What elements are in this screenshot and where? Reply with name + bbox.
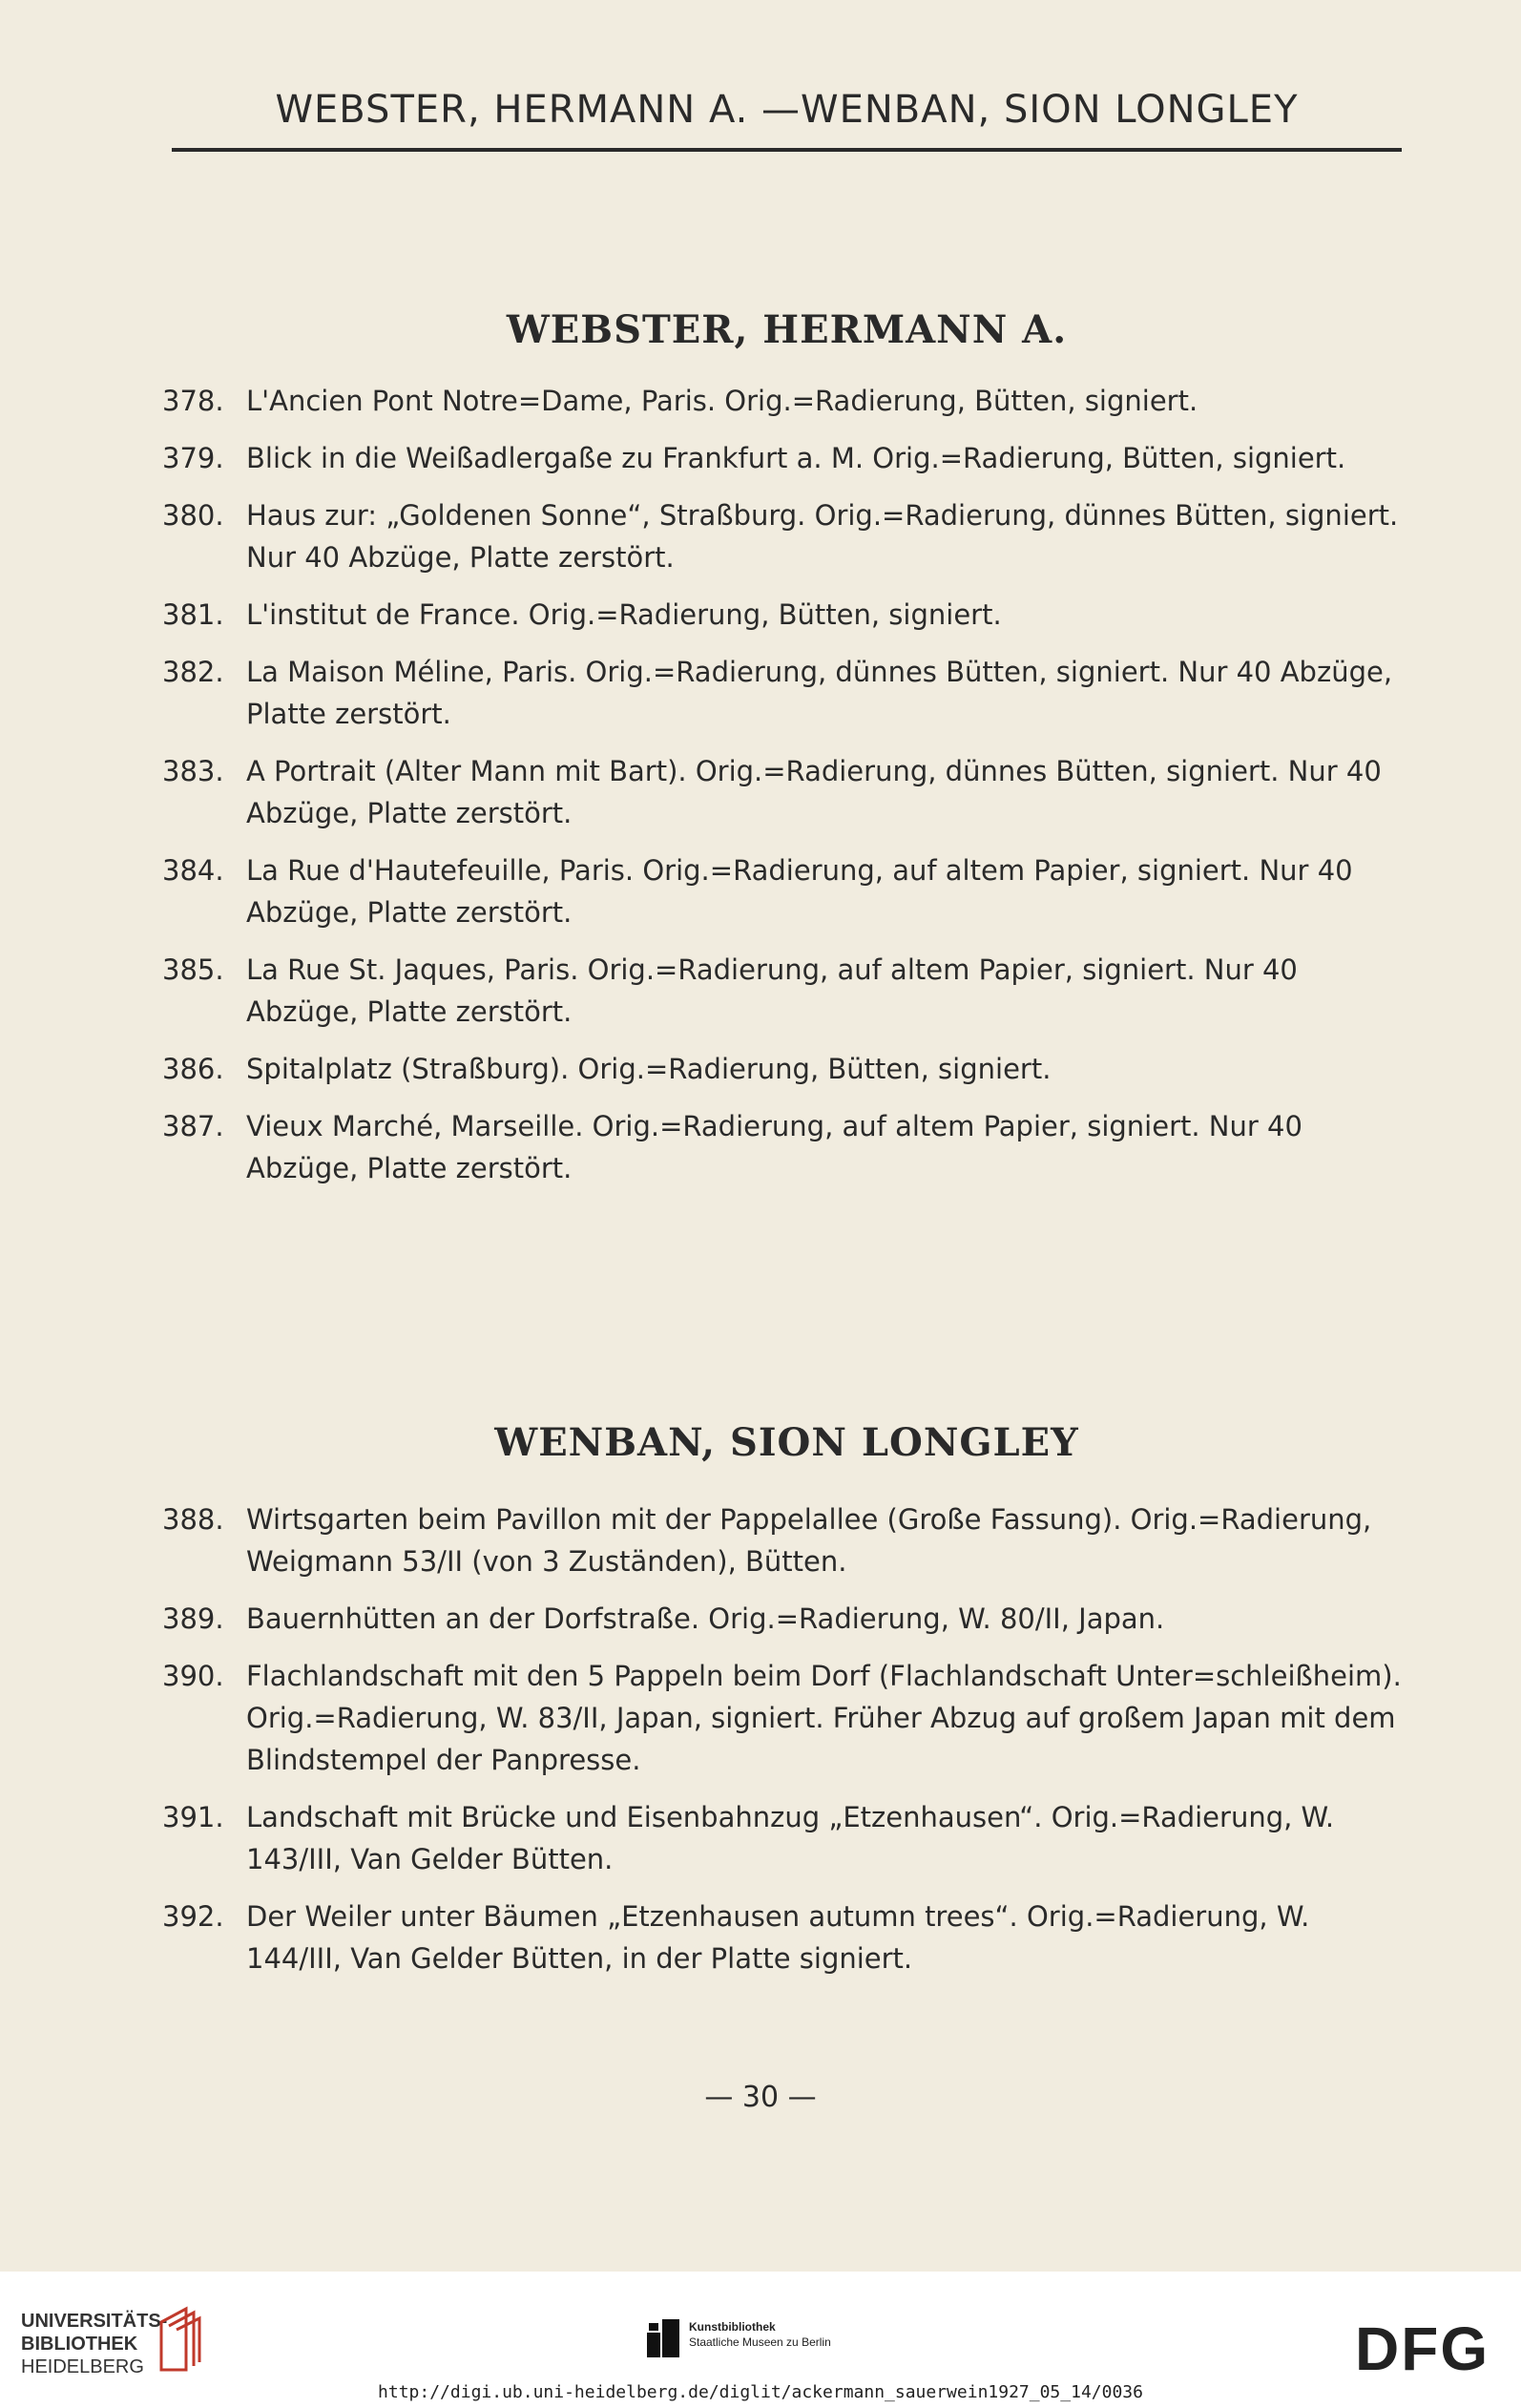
entry-number: 381. xyxy=(162,598,224,631)
header-rule xyxy=(172,148,1402,152)
entry-number: 390. xyxy=(162,1660,224,1692)
university-library-logo[interactable] xyxy=(21,2310,167,2378)
entry-number: 386. xyxy=(162,1053,224,1085)
source-url-link[interactable]: http://digi.ub.uni-heidelberg.de/diglit/ackermann_sauerwein1927_05_14/0036 xyxy=(378,2382,1143,2402)
catalog-entry xyxy=(162,594,1403,636)
entry-text: La Maison Méline, Paris. Orig.=Radierung, dünnes Bütten, signiert. Nur 40 Abzüge, Platte zerstört. xyxy=(246,656,1393,730)
catalog-entry xyxy=(162,1655,1403,1781)
entry-number: 380. xyxy=(162,499,224,532)
page-number: — 30 — xyxy=(704,2081,817,2114)
running-head: WEBSTER, HERMANN A. —WENBAN, SION LONGLEY xyxy=(275,88,1299,132)
entry-text: Bauernhütten an der Dorfstraße. Orig.=Radierung, W. 80/II, Japan. xyxy=(246,1602,1165,1635)
catalog-entry xyxy=(162,1048,1403,1090)
uni-heidelberg-mark-icon xyxy=(157,2305,201,2374)
entry-number: 382. xyxy=(162,656,224,688)
catalog-entry xyxy=(162,1895,1403,1979)
kb-line: Kunstbibliothek xyxy=(689,2320,776,2334)
entry-text: Vieux Marché, Marseille. Orig.=Radierung, auf altem Papier, signiert. Nur 40 Abzüge, Platte zerstört. xyxy=(246,1110,1302,1184)
entry-number: 379. xyxy=(162,442,224,474)
uni-logo-line: HEIDELBERG xyxy=(21,2356,144,2377)
entry-list-wenban xyxy=(162,1498,1403,1995)
entry-text: Haus zur: „Goldenen Sonne“, Straßburg. Orig.=Radierung, dünnes Bütten, signiert. Nur 40 Abzüge, Platte zerstört. xyxy=(246,499,1399,574)
catalog-entry xyxy=(162,949,1403,1033)
catalog-entry xyxy=(162,1598,1403,1640)
entry-text: La Rue St. Jaques, Paris. Orig.=Radierung, auf altem Papier, signiert. Nur 40 Abzüge, Platte zerstört. xyxy=(246,953,1298,1028)
kunstbibliothek-mark-icon xyxy=(647,2319,679,2357)
entry-text: Flachlandschaft mit den 5 Pappeln beim Dorf (Flachlandschaft Unter=schleißheim). Orig.=Radierung, W. 83/II, Japan, signiert. Früher Abzug auf großem Japan mit dem Blindstempel der Panpresse. xyxy=(246,1660,1402,1776)
catalog-entry xyxy=(162,494,1403,578)
entry-number: 378. xyxy=(162,385,224,417)
entry-text: La Rue d'Hautefeuille, Paris. Orig.=Radierung, auf altem Papier, signiert. Nur 40 Abzüge, Platte zerstört. xyxy=(246,854,1353,929)
kb-line: Staatliche Museen zu Berlin xyxy=(689,2335,831,2349)
kunstbibliothek-text xyxy=(689,2319,918,2350)
catalog-entry xyxy=(162,1498,1403,1582)
catalog-entry xyxy=(162,1105,1403,1189)
catalog-entry xyxy=(162,651,1403,735)
entry-text: Landschaft mit Brücke und Eisenbahnzug „Etzenhausen“. Orig.=Radierung, W. 143/III, Van Gelder Bütten. xyxy=(246,1801,1335,1875)
section-title-wenban: WENBAN, SION LONGLEY xyxy=(494,1420,1079,1465)
catalog-entry xyxy=(162,380,1403,422)
entry-number: 383. xyxy=(162,755,224,787)
entry-number: 389. xyxy=(162,1602,224,1635)
entry-text: Der Weiler unter Bäumen „Etzenhausen autumn trees“. Orig.=Radierung, W. 144/III, Van Gelder Bütten, in der Platte signiert. xyxy=(246,1900,1310,1975)
catalog-entry xyxy=(162,849,1403,933)
entry-text: A Portrait (Alter Mann mit Bart). Orig.=Radierung, dünnes Bütten, signiert. Nur 40 Abzüge, Platte zerstört. xyxy=(246,755,1382,829)
entry-number: 387. xyxy=(162,1110,224,1142)
entry-number: 384. xyxy=(162,854,224,887)
entry-text: Spitalplatz (Straßburg). Orig.=Radierung, Bütten, signiert. xyxy=(246,1053,1052,1085)
entry-text: L'Ancien Pont Notre=Dame, Paris. Orig.=Radierung, Bütten, signiert. xyxy=(246,385,1198,417)
entry-text: L'institut de France. Orig.=Radierung, Bütten, signiert. xyxy=(246,598,1002,631)
entry-number: 392. xyxy=(162,1900,224,1933)
entry-text: Blick in die Weißadlergaße zu Frankfurt a. M. Orig.=Radierung, Bütten, signiert. xyxy=(246,442,1346,474)
section-title-webster: WEBSTER, HERMANN A. xyxy=(506,307,1068,352)
uni-logo-line: UNIVERSITÄTS- xyxy=(21,2311,168,2332)
uni-logo-line: BIBLIOTHEK xyxy=(21,2334,138,2355)
catalog-entry xyxy=(162,437,1403,479)
entry-number: 391. xyxy=(162,1801,224,1833)
entry-number: 388. xyxy=(162,1503,224,1536)
entry-number: 385. xyxy=(162,953,224,986)
entry-list-webster xyxy=(162,380,1403,1204)
catalog-entry xyxy=(162,750,1403,834)
catalog-entry xyxy=(162,1796,1403,1880)
entry-text: Wirtsgarten beim Pavillon mit der Pappelallee (Große Fassung). Orig.=Radierung, Weigmann 53/II (von 3 Zuständen), Bütten. xyxy=(246,1503,1372,1578)
dfg-logo[interactable]: DFG xyxy=(1355,2314,1490,2383)
